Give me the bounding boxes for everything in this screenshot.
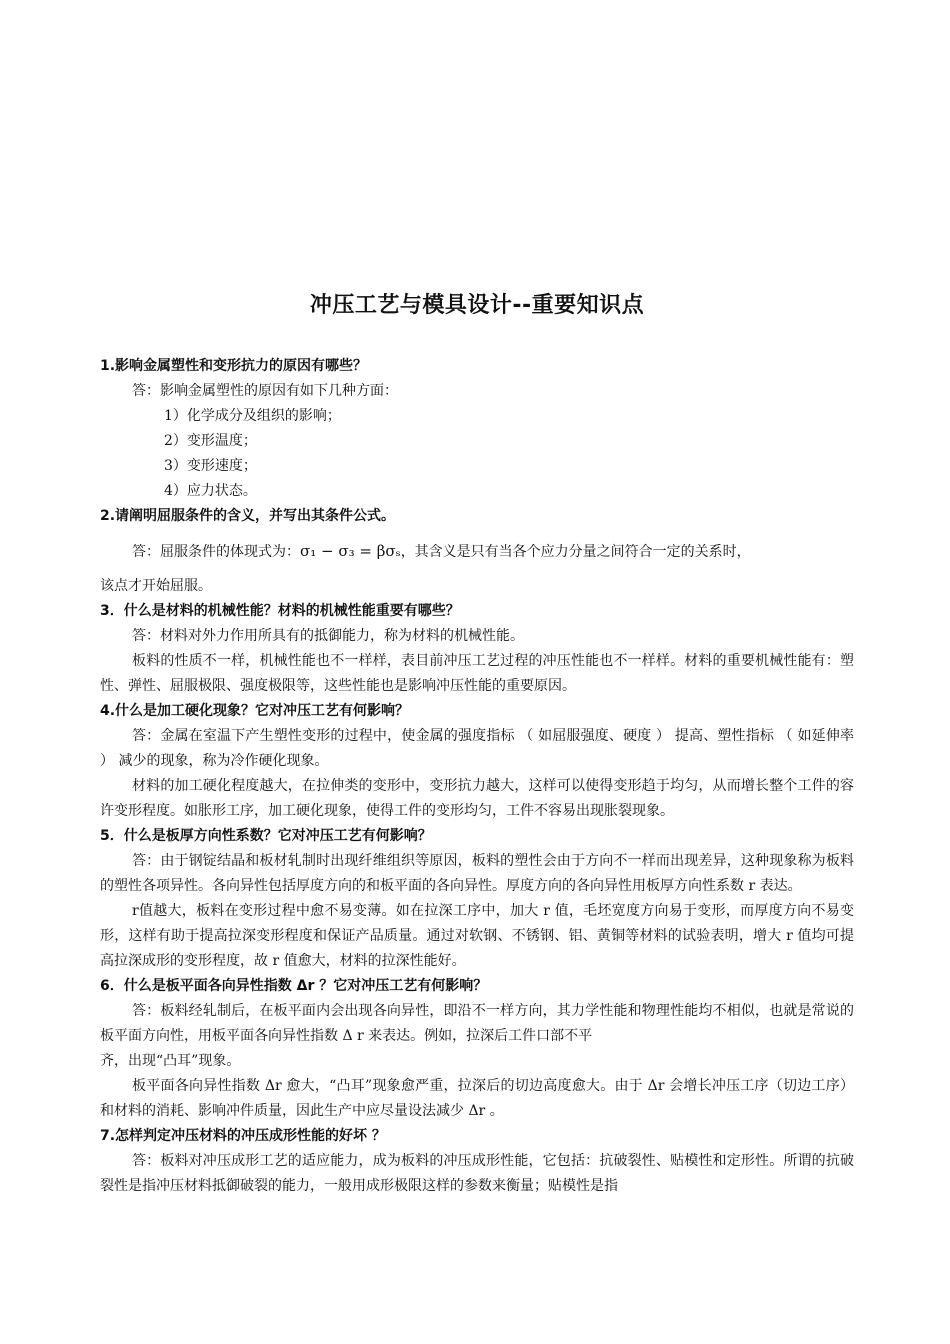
answer-3-paragraph-2: 板料的性质不一样，机械性能也不一样样，表目前冲压工艺过程的冲压性能也不一样样。材料的重要机械性能有：塑性、弹性、屈服极限、强度极限等，这些性能也是影响冲压性能的重要原因。 [100,653,854,694]
question-4: 4.什么是加工硬化现象？它对冲压工艺有何影响？ [100,703,410,719]
answer-6-paragraph-2: 板平面各向异性指数 Δr 愈大，“凸耳”现象愈严重，拉深后的切边高度愈大。由于 Δr 会增长冲压工序（切边工序）和材料的消耗、影响冲件质量，因此生产中应尽量设法减少 Δr 。 [100,1078,854,1119]
answer-4-paragraph-2: 材料的加工硬化程度越大，在拉伸类的变形中，变形抗力越大，这样可以使得变形趋于均匀，从而增长整个工件的容许变形程度。如胀形工序，加工硬化现象，使得工件的变形均匀，工件不容易出现胀裂现象。 [100,778,854,819]
list-item: 2）变形温度； [164,433,257,449]
question-6: 6．什么是板平面各向异性指数 Δr ？它对冲压工艺有何影响？ [100,978,488,994]
answer-4-paragraph-1: 答：金属在室温下产生塑性变形的过程中，使金属的强度指标 （ 如屈服强度、硬度 ） 提高、塑性指标 （ 如延伸率 ） 减少的现象，称为冷作硬化现象。 [100,728,854,769]
answer-2-continued: 该点才开始屈服。 [100,578,212,594]
question-3: 3．什么是材料的机械性能？材料的机械性能重要有哪些？ [100,603,460,619]
question-7: 7.怎样判定冲压材料的冲压成形性能的好坏 ？ [100,1128,386,1144]
answer-7-paragraph-1: 答：板料对冲压成形工艺的适应能力，成为板料的冲压成形性能，它包括：抗破裂性、贴模性和定形性。所谓的抗破裂性是指冲压材料抵御破裂的能力，一般用成形极限这样的参数来衡量；贴模性是指 [100,1153,854,1194]
page-title: 冲压工艺与模具设计--重要知识点 [309,293,645,318]
answer-3-paragraph-1: 答：材料对外力作用所具有的抵御能力，称为材料的机械性能。 [132,628,524,644]
list-item: 1）化学成分及组织的影响； [164,408,341,424]
question-5: 5．什么是板厚方向性系数？它对冲压工艺有何影响？ [100,828,432,844]
document-body [100,354,854,1199]
list-item: 4）应力状态。 [164,483,257,499]
question-2: 2.请阐明屈服条件的含义，并写出其条件公式。 [100,508,396,524]
answer-5-paragraph-1: 答：由于钢锭结晶和板材轧制时出现纤维组织等原因，板料的塑性会由于方向不一样而出现差异，这种现象称为板料的塑性各项异性。各向异性包括厚度方向的和板平面的各向异性。厚度方向的各向异性用板厚方向性系数 r 表达。 [100,853,854,894]
answer-6-paragraph-1: 答：板料经轧制后，在板平面内会出现各向异性，即沿不一样方向，其力学性能和物理性能均不相似，也就是常说的板平面方向性，用板平面各向异性指数 Δ r 来表达。例如，拉深后工件口部不平 [100,1003,854,1044]
list-item: 3）变形速度； [164,458,257,474]
yield-formula: σ₁ − σ₃ = βσₛ [300,542,401,560]
answer-2 [100,529,854,574]
answer-2-post: ，其含义是只有当各个应力分量之间符合一定的关系时， [400,544,751,560]
question-1: 1.影响金属塑性和变形抗力的原因有哪些？ [100,358,368,374]
answer-6-paragraph-1-continued: 齐，出现“凸耳”现象。 [100,1053,241,1069]
answer-1: 答：影响金属塑性的原因有如下几种方面： [132,383,398,399]
answer-5-paragraph-2: r值越大，板料在变形过程中愈不易变薄。如在拉深工序中，加大 r 值，毛坯宽度方向易于变形，而厚度方向不易变形，这样有助于提高拉深变形程度和保证产品质量。通过对软钢、不锈钢、铝、黄铜等材料的试验表明，增大 r 值均可提高拉深成形的变形程度，故 r 值愈大，材料的拉深性能好。 [100,903,854,969]
answer-2-pre: 答：屈服条件的体现式为： [132,544,300,560]
